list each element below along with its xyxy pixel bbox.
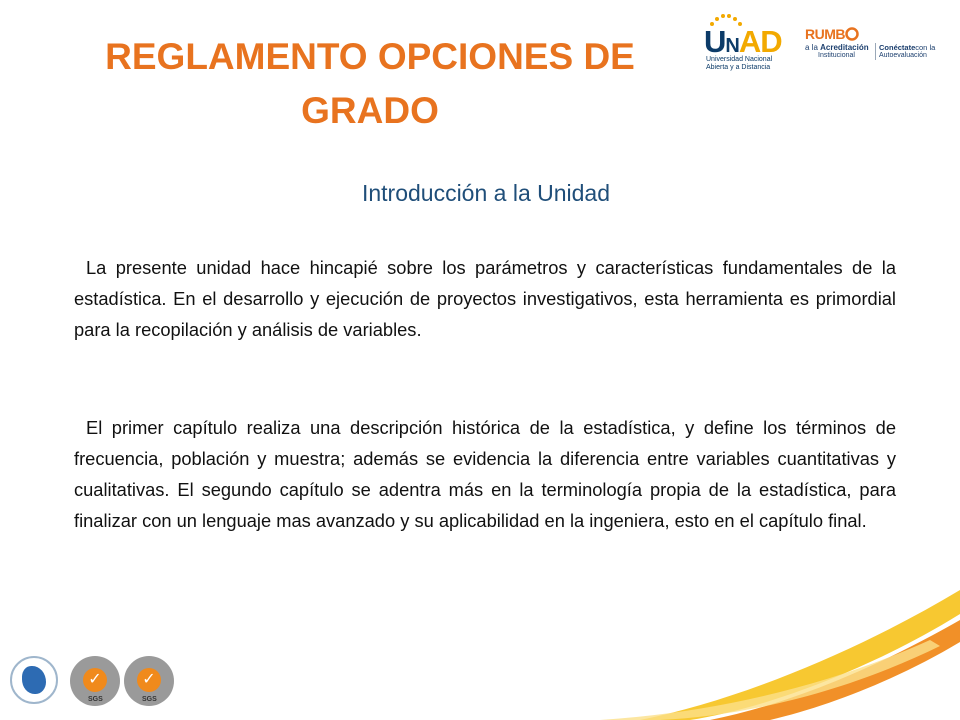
colombia-seal-logo (10, 656, 58, 704)
unad-subtitle: Universidad Nacional Abierta y a Distancia (706, 56, 773, 71)
rumbo-compass-icon (845, 27, 859, 41)
colombia-map-icon (22, 666, 46, 694)
title-line-2: GRADO (301, 90, 439, 131)
check-icon: ✓ (83, 668, 107, 692)
paragraph-1: La presente unidad hace hincapié sobre los parámetros y características fundamentales de la estadística. En el desarrollo y ejecución de proyectos investigativos, esta herramienta es primordial para la recopilación y análisis de variables. (74, 257, 896, 340)
unad-logo (700, 10, 790, 80)
sgs-certification-logo-1: ✓ SGS (70, 656, 120, 706)
unad-wordmark: UNAD (704, 24, 782, 59)
sgs-certification-logo-2: ✓ SGS (124, 656, 174, 706)
section-subtitle: Introducción a la Unidad (361, 180, 611, 206)
slide-title (60, 30, 680, 138)
decorative-swoosh (600, 590, 960, 720)
title-line-1: REGLAMENTO OPCIONES DE (105, 36, 635, 77)
rumbo-wordmark: RUMB (805, 26, 859, 42)
check-icon: ✓ (137, 668, 161, 692)
divider (875, 43, 876, 60)
rumbo-logo: RUMB a la Acreditación Institucional Conéctatecon la Autoevaluación (805, 26, 936, 59)
paragraph-2: El primer capítulo realiza una descripción histórica de la estadística, y define los términos de frecuencia, población y muestra; además se evidencia la diferencia entre variables cuantitativas y cualitativas. El segundo capítulo se adentra más en la terminología propia de la estadística, para finalizar con un lenguaje mas avanzado y su aplicabilidad en la ingeniera, esto en el capítulo final. (74, 417, 896, 531)
